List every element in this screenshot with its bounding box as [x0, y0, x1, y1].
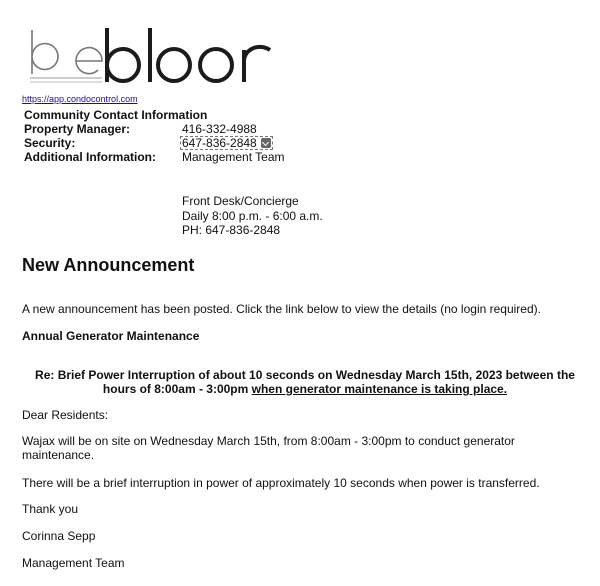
contact-label: Additional Information: [24, 150, 156, 164]
chevron-down-icon[interactable] [261, 138, 271, 148]
bebloor-logo [30, 22, 292, 84]
contact-row-security [24, 136, 285, 150]
announcement-subject [22, 368, 588, 396]
subject-hours: hours of 8:00am - 3:00pm [102, 382, 252, 396]
security-phone[interactable]: 647-836-2848 [182, 136, 257, 150]
contact-title: Community Contact Information [24, 108, 208, 122]
front-desk-title: Front Desk/Concierge [182, 194, 299, 208]
contact-info [24, 108, 285, 164]
additional-info-value: Management Team [182, 150, 285, 164]
subject-line-1: Re: Brief Power Interruption of about 10 seconds on Wednesday March 15th, 2023 between the [35, 368, 575, 382]
subject-line-2 [22, 382, 588, 396]
front-desk-hours: Daily 8:00 p.m. - 6:00 a.m. [182, 208, 323, 223]
subject-underlined: when generator maintenance is taking place. [251, 382, 508, 396]
greeting: Dear Residents: [22, 408, 109, 422]
contact-label: Property Manager: [24, 122, 131, 136]
announcement-intro: A new announcement has been posted. Click the link below to view the details (no login required). [22, 302, 541, 316]
body-paragraph-2: There will be a brief interruption in power of approximately 10 seconds when power is transferred. [22, 476, 540, 490]
thanks: Thank you [22, 502, 79, 516]
body-paragraph-1: Wajax will be on site on Wednesday March 15th, from 8:00am - 3:00pm to conduct generator maintenance. [22, 434, 515, 462]
contact-row-property-manager [24, 122, 285, 136]
front-desk-phone: PH: 647-836-2848 [182, 223, 281, 237]
contact-label: Security: [24, 136, 76, 150]
condocontrol-link[interactable]: https://app.condocontrol.com [22, 94, 138, 104]
property-manager-phone[interactable]: 416-332-4988 [182, 122, 257, 136]
announcement-title: Annual Generator Maintenance [22, 329, 200, 343]
page-title: New Announcement [22, 255, 195, 275]
signature-name: Corinna Sepp [22, 529, 96, 543]
front-desk-info [182, 194, 323, 238]
security-phone-selected[interactable] [180, 136, 273, 150]
contact-row-additional [24, 150, 285, 164]
signature-team: Management Team [22, 556, 125, 570]
